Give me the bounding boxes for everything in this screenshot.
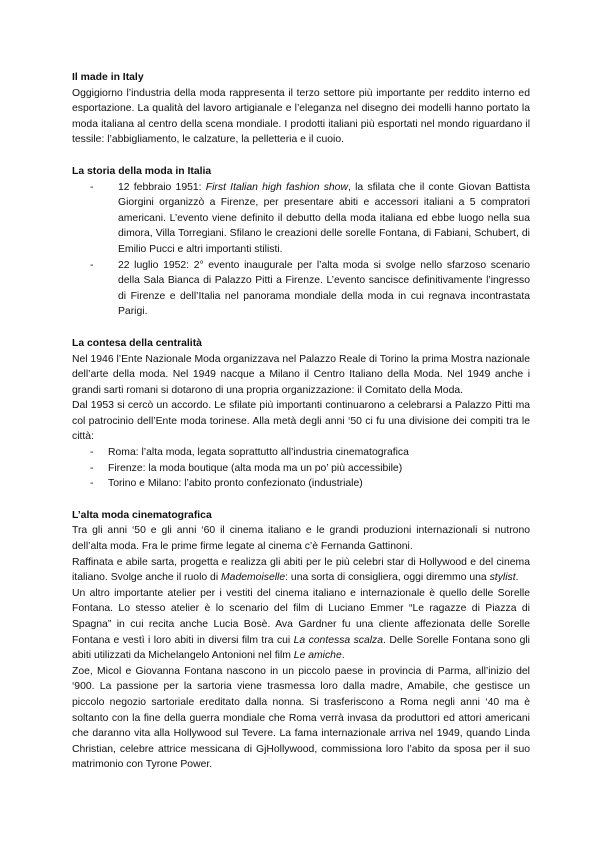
section-storia-moda (72, 164, 530, 320)
item-show-title: First Italian high fashion show (205, 181, 348, 193)
paragraph-cinema-1: Tra gli anni ‘50 e gli anni ‘60 il cinema italiano e le grandi produzioni internazionali si nutrono dell’alta moda. Fra le prime firme legate al cinema c’è Fernanda Gattinoni. (72, 525, 530, 553)
storia-list (72, 180, 530, 320)
item-text-1951: , la sfilata che il conte Giovan Battista Giorgini organizzò a Firenze, per presentare abiti e accessori italiani a 5 compratori americani. L’evento viene definito il debutto della moda italiana ed ebbe luogo nella sua dimora, Villa Torregiani. Sfilano le creazioni delle sorelle Fontana, di Fabiani, Schubert, di Emilio Pucci e altri importanti stilisti. (118, 181, 530, 255)
document-page (72, 70, 530, 773)
section-made-in-italy (72, 70, 530, 148)
italic-le-amiche: Le amiche (293, 650, 342, 662)
spacer (72, 148, 530, 164)
paragraph-cinema-2 (72, 555, 530, 586)
section-contesa (72, 336, 530, 492)
list-item: - Torino e Milano: l’abito pronto confezionato (industriale) (72, 476, 530, 492)
text-run: Un altro importante atelier per i vestiti del cinema italiano e internazionale è quello delle Sorelle Fontana. Lo stesso atelier è lo scenario del film di Luciano Emmer “Le ragazze di Piazza di Spagna” in cui recita anche Lucia Bosè. Ava Gardner fu una cliente affezionata delle Sorelle Fontana e vestì i loro abiti in diversi film tra cui (72, 587, 530, 646)
heading-alta-moda-cinema: L’alta moda cinematografica (72, 509, 212, 521)
heading-made-in-italy: Il made in Italy (72, 72, 144, 83)
list-item: - Firenze: la moda boutique (alta moda ma un po’ più accessibile) (72, 461, 530, 477)
paragraph-contesa-2: Dal 1953 si cercò un accordo. Le sfilate più importanti continuarono a celebrarsi a Palazzo Pitti ma col patrocinio dell’Ente moda torinese. Alla metà degli anni ‘50 ci fu una divisione dei compiti tra le città: (72, 400, 530, 443)
italic-mademoiselle: Mademoiselle (221, 572, 286, 584)
text-run: . Delle Sorelle Fontana sono gli abiti utilizzati da Michelangelo Antonioni nel film (72, 634, 530, 662)
heading-storia-moda: La storia della moda in Italia (72, 165, 212, 177)
spacer (72, 320, 530, 336)
cities-list (72, 445, 530, 492)
list-item (72, 180, 530, 258)
italic-contessa-scalza: La contessa scalza (293, 634, 384, 646)
text-run: . (341, 650, 345, 662)
text-run: : una sorta di consigliera, oggi diremmo una (285, 572, 490, 584)
paragraph-cinema-4: Zoe, Micol e Giovanna Fontana nascono in un piccolo paese in provincia di Parma, all’inizio del ‘900. La passione per la sartoria viene trasmessa loro dalla madre, Amabile, che gestisce un piccolo negozio sartoriale ereditato dalla nonna. Si trasferiscono a Roma negli anni ‘40 ma è soltanto con la fine della guerra mondiale che Roma verrà invasa da produttori ed attori americani che daranno vita alla Hollywood sul Tevere. La fama internazionale arriva nel 1949, quando Linda Christian, celebre attrice messicana di GjHollywood, commissiona loro l’abito da sposa per il suo matrimonio con Tyrone Power. (72, 665, 530, 771)
item-date-1951: 12 febbraio 1951: (118, 181, 206, 193)
paragraph-contesa-1: Nel 1946 l’Ente Nazionale Moda organizzava nel Palazzo Reale di Torino la prima Mostra nazionale dell’arte della moda. Nel 1949 nacque a Milano il Centro Italiano della Moda. Nel 1949 anche i grandi sarti romani si dotarono di una propria organizzazione: il Comitato della Moda. (72, 353, 530, 396)
heading-contesa: La contesa della centralità (72, 337, 202, 349)
italic-stylist: stylist (489, 572, 516, 584)
list-item: - 22 luglio 1952: 2° evento inaugurale per l’alta moda si svolge nello sfarzoso scenario della Sala Bianca di Palazzo Pitti a Firenze. L’evento sancisce definitivamente l’ingresso di Firenze e dell’Italia nel panorama mondiale della moda in cui regnava incontrastata Parigi. (72, 258, 530, 320)
text-run: Raffinata e abile sarta, progetta e realizza gli abiti per le più celebri star di Hollywood e del cinema italiano. Svolge anche il ruolo di (72, 556, 530, 584)
spacer (72, 492, 530, 508)
section-alta-moda-cinema (72, 508, 530, 773)
paragraph-cinema-3 (72, 586, 530, 664)
paragraph-made-in-italy: Oggigiorno l’industria della moda rappresenta il terzo settore più importante per reddito interno ed esportazione. La qualità del lavoro artigianale e l’eleganza nel disegno dei modelli hanno portato la moda italiana al centro della scena mondiale. I prodotti italiani più esportati nel mondo riguardano il tessile: l’abbigliamento, le calzature, la pelletteria e il cuoio. (72, 87, 530, 146)
text-run: . (515, 572, 519, 584)
list-item: - Roma: l’alta moda, legata soprattutto all’industria cinematografica (72, 445, 530, 461)
